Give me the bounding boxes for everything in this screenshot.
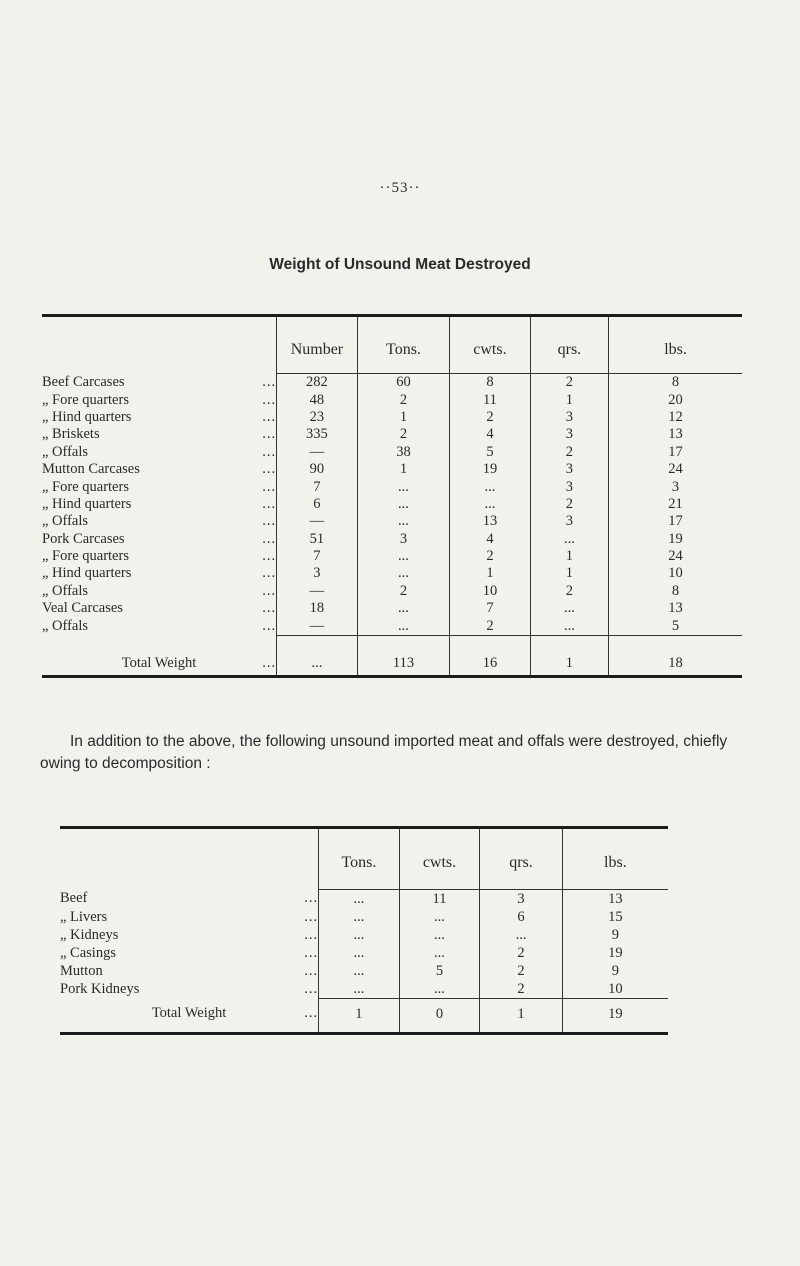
table-cell: ... (319, 944, 400, 962)
page-title: Weight of Unsound Meat Destroyed (269, 256, 531, 273)
table-header-row (60, 828, 668, 890)
table-row (42, 565, 742, 582)
row-label-text: „ Casings (60, 944, 116, 961)
row-label-wrap (42, 531, 276, 548)
table-cell: 20 (609, 391, 742, 408)
row-label-wrap (42, 565, 276, 582)
row-label-wrap (42, 409, 276, 426)
row-label-text: „ Hind quarters (42, 408, 132, 425)
row-label (60, 926, 319, 944)
total-label (60, 999, 319, 1034)
row-label-text: „ Fore quarters (42, 548, 129, 565)
row-label-wrap (42, 392, 276, 409)
row-label-text: „ Kidneys (60, 926, 119, 943)
table-cell: 3 (530, 478, 608, 495)
table-cell: 90 (277, 461, 358, 478)
table-cell: 2 (450, 548, 531, 565)
row-label (60, 962, 319, 980)
total-row (60, 999, 668, 1034)
row-label-wrap (60, 890, 318, 907)
table-cell: ... (357, 513, 449, 530)
table-cell: ... (530, 531, 608, 548)
table-cell: 17 (609, 444, 742, 461)
row-label-wrap (42, 548, 276, 565)
table-cell: 5 (399, 962, 480, 980)
unsound-meat-table (42, 314, 742, 678)
table-header-row (42, 316, 742, 374)
row-label (42, 478, 277, 495)
leader-dots: ... (262, 443, 277, 460)
row-label-text: Pork Kidneys (60, 980, 140, 997)
row-label-wrap (60, 1005, 318, 1022)
table-row (42, 513, 742, 530)
row-label-text: „ Offals (42, 582, 89, 599)
table-cell: 2 (480, 962, 562, 980)
row-label-wrap (42, 513, 276, 530)
table-row (60, 980, 668, 999)
table-cell: 13 (562, 890, 668, 909)
row-label-wrap (60, 909, 318, 926)
table-cell: 15 (562, 908, 668, 926)
table-cell: 11 (450, 391, 531, 408)
row-label (42, 513, 277, 530)
table-row (60, 908, 668, 926)
table-cell: 17 (609, 513, 742, 530)
row-label-text: „ Offals (42, 513, 89, 530)
table-cell: 10 (609, 565, 742, 582)
leader-dots: ... (262, 408, 277, 425)
table-cell: 23 (277, 409, 358, 426)
row-label-wrap (42, 461, 276, 478)
table-cell: 2 (357, 426, 449, 443)
row-label (42, 409, 277, 426)
header-number: Number (277, 316, 358, 374)
table-cell: 1 (530, 391, 608, 408)
table-cell: ... (277, 635, 358, 676)
row-label-text: „ Briskets (42, 426, 100, 443)
table-cell: 2 (530, 374, 608, 392)
leader-dots: ... (262, 654, 277, 671)
table-cell: 13 (450, 513, 531, 530)
row-label-text: „ Offals (42, 443, 89, 460)
table-cell: 13 (609, 600, 742, 617)
table-cell: 19 (450, 461, 531, 478)
leader-dots: ... (304, 908, 319, 925)
table-cell: ... (357, 478, 449, 495)
row-label (42, 461, 277, 478)
row-label-wrap (42, 600, 276, 617)
table-row (42, 478, 742, 495)
leader-dots: ... (304, 944, 319, 961)
table-row (42, 496, 742, 513)
table-row (42, 391, 742, 408)
row-label (42, 600, 277, 617)
table-row (60, 962, 668, 980)
table-cell: 21 (609, 496, 742, 513)
table-cell: 10 (562, 980, 668, 999)
row-label-wrap (42, 374, 276, 391)
table-cell: 9 (562, 926, 668, 944)
table-cell: ... (530, 617, 608, 635)
table-cell: 38 (357, 444, 449, 461)
row-label (42, 374, 277, 392)
table-cell: 3 (530, 426, 608, 443)
table-cell: 10 (450, 583, 531, 600)
table-cell: ... (450, 496, 531, 513)
table-cell: — (277, 617, 358, 635)
table-cell: 3 (357, 531, 449, 548)
row-label-wrap (42, 426, 276, 443)
leader-dots: ... (262, 565, 277, 582)
table-cell: — (277, 583, 358, 600)
table-cell: 24 (609, 461, 742, 478)
row-label-wrap (60, 927, 318, 944)
header-tons: Tons. (357, 316, 449, 374)
table-cell: 19 (609, 531, 742, 548)
page-number: ··53·· (379, 180, 421, 196)
row-label-text: Total Weight (121, 654, 197, 671)
leader-dots: ... (304, 926, 319, 943)
table-cell: 2 (480, 980, 562, 999)
table-cell: ... (319, 908, 400, 926)
table-row (42, 600, 742, 617)
row-label-text: Veal Carcases (42, 600, 123, 617)
header-cwts: cwts. (399, 828, 480, 890)
table-cell: ... (399, 926, 480, 944)
table-cell: 1 (357, 409, 449, 426)
table-cell: ... (319, 962, 400, 980)
row-label-text: „ Fore quarters (42, 391, 129, 408)
table-cell: ... (319, 926, 400, 944)
table-cell: ... (399, 908, 480, 926)
row-label-wrap (60, 945, 318, 962)
table-cell: 2 (530, 444, 608, 461)
row-label (42, 617, 277, 635)
row-label-wrap (42, 479, 276, 496)
row-label-wrap (42, 655, 276, 672)
row-label-text: „ Hind quarters (42, 565, 132, 582)
row-label-text: „ Fore quarters (42, 478, 129, 495)
table-cell: 8 (609, 374, 742, 392)
table-cell: 1 (530, 635, 608, 676)
leader-dots: ... (262, 513, 277, 530)
row-label (42, 531, 277, 548)
table-row (60, 890, 668, 909)
row-label-text: Pork Carcases (42, 530, 125, 547)
leader-dots: ... (262, 600, 277, 617)
table-cell: 6 (480, 908, 562, 926)
table-cell: 0 (399, 999, 480, 1034)
row-label (60, 944, 319, 962)
table-cell: 2 (530, 583, 608, 600)
imported-meat-table (60, 826, 668, 1035)
table-cell: ... (319, 890, 400, 909)
table-cell: 5 (609, 617, 742, 635)
leader-dots: ... (262, 391, 277, 408)
row-label-wrap (42, 444, 276, 461)
table-row (42, 531, 742, 548)
table-cell: 48 (277, 391, 358, 408)
row-label-wrap (42, 618, 276, 635)
row-label-text: Mutton (60, 962, 103, 979)
table-cell: 3 (277, 565, 358, 582)
table-cell: 113 (357, 635, 449, 676)
table-row (42, 409, 742, 426)
table-cell: 3 (480, 890, 562, 909)
table-cell: 4 (450, 531, 531, 548)
table-cell: 2 (480, 944, 562, 962)
table-cell: 1 (450, 565, 531, 582)
table-cell: 1 (530, 548, 608, 565)
table-cell: 4 (450, 426, 531, 443)
table-cell: 51 (277, 531, 358, 548)
row-label-wrap (60, 963, 318, 980)
table-cell: 19 (562, 944, 668, 962)
table-cell: 7 (450, 600, 531, 617)
row-label (42, 391, 277, 408)
leader-dots: ... (262, 582, 277, 599)
table-cell: ... (357, 600, 449, 617)
table-cell: 1 (480, 999, 562, 1034)
table-row (42, 548, 742, 565)
table-body (60, 890, 668, 1034)
row-label-text: Mutton Carcases (42, 461, 140, 478)
table-cell: 2 (450, 409, 531, 426)
table-cell: 5 (450, 444, 531, 461)
table-cell: 2 (450, 617, 531, 635)
total-row (42, 635, 742, 676)
table-cell: 2 (357, 391, 449, 408)
row-label-text: Total Weight (151, 1005, 227, 1022)
row-label (42, 426, 277, 443)
row-label-wrap (42, 496, 276, 513)
table-cell: 18 (609, 635, 742, 676)
row-label-wrap (60, 981, 318, 998)
row-label (60, 980, 319, 999)
leader-dots: ... (304, 962, 319, 979)
table-row (42, 374, 742, 392)
table-cell: 3 (609, 478, 742, 495)
table-cell: 16 (450, 635, 531, 676)
table-row (60, 926, 668, 944)
header-qrs: qrs. (530, 316, 608, 374)
leader-dots: ... (262, 530, 277, 547)
leader-dots: ... (304, 1005, 319, 1022)
row-label (42, 444, 277, 461)
table-cell: ... (319, 980, 400, 999)
table-cell: — (277, 513, 358, 530)
table-body (42, 374, 742, 677)
table-cell: 8 (609, 583, 742, 600)
table-row (60, 944, 668, 962)
table-cell: ... (357, 496, 449, 513)
table-row (42, 583, 742, 600)
header-qrs: qrs. (480, 828, 562, 890)
row-label (42, 565, 277, 582)
table-cell: 1 (319, 999, 400, 1034)
table-cell: ... (399, 980, 480, 999)
row-label (42, 583, 277, 600)
leader-dots: ... (262, 495, 277, 512)
table-cell: — (277, 444, 358, 461)
table-cell: 1 (357, 461, 449, 478)
table-cell: 60 (357, 374, 449, 392)
table-cell: ... (480, 926, 562, 944)
table-cell: 2 (530, 496, 608, 513)
leader-dots: ... (262, 478, 277, 495)
leader-dots: ... (262, 461, 277, 478)
leader-dots: ... (304, 980, 319, 997)
table-cell: 18 (277, 600, 358, 617)
table-cell: 7 (277, 478, 358, 495)
table-cell: 1 (530, 565, 608, 582)
header-cwts: cwts. (450, 316, 531, 374)
header-lbs: lbs. (609, 316, 742, 374)
leader-dots: ... (262, 426, 277, 443)
header-blank (42, 316, 277, 374)
table-row (42, 461, 742, 478)
leader-dots: ... (262, 548, 277, 565)
row-label-text: „ Livers (60, 908, 108, 925)
table-cell: 8 (450, 374, 531, 392)
addition-paragraph: In addition to the above, the following unsound imported meat and offals were destroyed, chiefly owing to decomposition : (40, 733, 728, 772)
leader-dots: ... (262, 373, 277, 390)
row-label-text: „ Hind quarters (42, 495, 132, 512)
header-tons: Tons. (319, 828, 400, 890)
table-cell: 2 (357, 583, 449, 600)
table-row (42, 426, 742, 443)
table-cell: 6 (277, 496, 358, 513)
table-cell: 3 (530, 513, 608, 530)
table-cell: 12 (609, 409, 742, 426)
table-cell: ... (450, 478, 531, 495)
row-label (60, 908, 319, 926)
row-label (42, 496, 277, 513)
table-cell: 3 (530, 461, 608, 478)
row-label-text: „ Offals (42, 617, 89, 634)
header-blank (60, 828, 319, 890)
table-cell: 7 (277, 548, 358, 565)
table-cell: ... (357, 548, 449, 565)
table-cell: 11 (399, 890, 480, 909)
table-cell: ... (530, 600, 608, 617)
header-lbs: lbs. (562, 828, 668, 890)
row-label (60, 890, 319, 909)
total-label (42, 635, 277, 676)
table-cell: 24 (609, 548, 742, 565)
row-label-text: Beef Carcases (42, 373, 125, 390)
leader-dots: ... (262, 617, 277, 634)
table-cell: ... (357, 565, 449, 582)
table-cell: 3 (530, 409, 608, 426)
row-label (42, 548, 277, 565)
table-cell: 13 (609, 426, 742, 443)
table-cell: 19 (562, 999, 668, 1034)
row-label-wrap (42, 583, 276, 600)
leader-dots: ... (304, 890, 319, 907)
table-row (42, 444, 742, 461)
row-label-text: Beef (60, 890, 88, 907)
table-cell: 335 (277, 426, 358, 443)
table-cell: ... (399, 944, 480, 962)
table-cell: ... (357, 617, 449, 635)
table-row (42, 617, 742, 635)
table-cell: 9 (562, 962, 668, 980)
table-cell: 282 (277, 374, 358, 392)
